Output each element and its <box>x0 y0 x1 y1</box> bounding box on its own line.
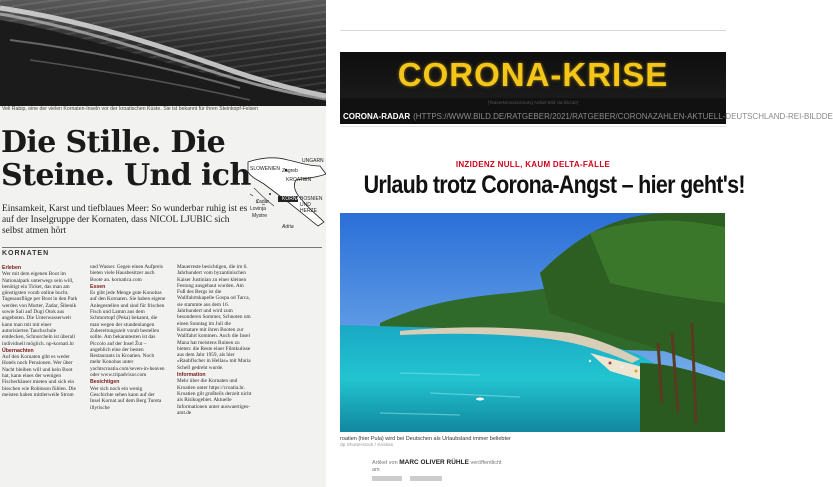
croatia-map <box>240 152 328 234</box>
sea-wake-photo <box>0 0 326 106</box>
column-subheading: Übernachten <box>2 347 34 354</box>
map-label-zadar: Zadar <box>256 199 270 205</box>
map-label-bosnien: BOSNIEN UND HERZE <box>300 196 323 214</box>
top-rule <box>340 30 726 31</box>
publish-date-redacted <box>372 476 472 481</box>
newspaper-scan <box>0 0 326 487</box>
column-text: Mehr über die Kornaten und Kroatien unter https://croatia.hr. Kroatien gilt großteils derzeit nicht als Risikogebiet. Aktuelle Informationen unter auswaertiges-amt.de <box>177 378 252 416</box>
radar-label: CORONA-RADAR <box>343 111 411 121</box>
map-label-losinj: Lovinja <box>250 206 266 212</box>
column-subheading: Besichtigen <box>90 379 120 386</box>
author-prefix: Artikel von <box>372 460 398 466</box>
info-column-2 <box>90 264 166 439</box>
beach-photo <box>340 213 725 432</box>
photo-caption: Veli Rabip, eine der vielen Kornaten-Inseln vor der kroatischen Küste. Sie ist bekannt für ihren Steinkopf-Felsen <box>2 106 259 112</box>
column-text: und Wasser. Gegen einen Aufpreis bieten viele Hausbesitzer auch Boote an. kornatica.com <box>90 264 163 283</box>
corona-banner[interactable] <box>340 52 726 98</box>
map-label-mysto: Mystre <box>252 213 267 219</box>
column-text: Es gibt jede Menge gute Konobas auf den Kornaten. Sie haben eigene Anlegestellen und sind für frischen Fisch und Lamm aus dem Schmortopf (Peka) bekannt, die man wegen der stundenlangen Zubereitungszeit vorab bestellen sollte. Am bekanntesten ist das Piccolo auf der Insel Žut – angeblich eine der besten Restaurants in Kroatien. Noch mehr Konobas unter yachtscroatia.com/seven-in-heaven oder www.tripadvisor.com <box>90 290 166 379</box>
article-title[interactable]: Urlaub trotz Corona-Angst – hier geht's! <box>363 171 745 199</box>
info-column-3 <box>177 264 253 439</box>
publish-am: am <box>372 467 380 473</box>
article-lede: Einsamkeit, Karst und tiefblaues Meer: So wunderbar ruhig ist es auf der Inselgruppe der Kornaten, dass NICOL LJUBIC sich selbst atmen hört <box>2 204 248 236</box>
banner-title: CORONA-KRISE <box>397 56 669 93</box>
article-headline: Die Stille. Die Steine. Und ich <box>1 125 251 193</box>
author-name[interactable]: MARC OLIVER RÜHLE <box>399 459 469 466</box>
column-text: Auf den Kornaten gibt es weder Hotels noch Pensionen. Wer über Nacht bleiben will und kein Boot hat, kann eines der wenigen Fischerhäuser mieten und sich ein bisschen wie Robinson fühlen. Die meisten haben mittlerweile Strom <box>2 354 76 398</box>
map-label-zagreb: Zagreb <box>282 168 298 174</box>
article-kicker: INZIDENZ NULL, KAUM DELTA-FÄLLE <box>455 160 611 169</box>
banner-subtext: (Teaserkennzeichnung Artikel-Bild via bild.de) <box>340 98 726 108</box>
map-label-kornati: KORNATI <box>282 196 304 202</box>
image-caption: roatien (hier Pula) wird bei Deutschen als Urlaubsland immer beliebter <box>340 436 511 442</box>
panel-divider <box>326 0 336 487</box>
map-label-ungarn: UNGARN <box>302 158 324 164</box>
column-text: Mauerreste besichtigen, die im 6. Jahrhundert vom byzantinischen Kaiser Justinian zu einer kleinen Festung ausgebaut wurden. Am Fuß des Bergs ist die Wallfahrtskapelle Gospa od Tarca, sie stammte aus dem 16. Jahrhundert und wird zum besonderen Sommer, Schnoten um einen Sonntag im Juli die Kurnatare mit ihren Booten zur Wallfahrt kommen. Auch die Insel Mana hat meistens Ruinen zu bieten: die Reste einer Filmkulisse aus dem Jahr 1959, als hier »Raubfischer in Hellas« mit Maria Schell gedreht wurde. <box>177 264 251 371</box>
column-subheading: Erleben <box>2 265 22 271</box>
author-line <box>372 459 502 466</box>
radar-url[interactable]: (HTTPS://WWW.BILD.DE/RATGEBER/2021/RATGEBER/CORONAZAHLEN-AKTUELL-DEUTSCHLAND-REI-BILDDE <box>413 111 833 121</box>
info-column-1 <box>2 264 78 439</box>
bild-article <box>336 0 833 487</box>
map-label-slowenien: SLOWENIEN <box>250 166 281 172</box>
column-text: Wer sich noch ein wenig Geschichte sehen kann auf der Insel Kornat auf dem Berg Tureta illyrische <box>90 385 162 411</box>
map-label-adria: Adria <box>282 224 294 230</box>
author-suffix: veröffentlicht <box>470 460 502 466</box>
column-subheading: Information <box>177 372 206 379</box>
column-subheading: Essen <box>90 283 106 290</box>
section-rule <box>2 247 322 248</box>
section-label: KORNATEN <box>2 250 50 257</box>
corona-radar-link[interactable] <box>340 108 833 124</box>
map-label-kroatien: KROATIEN <box>286 177 312 183</box>
image-credit: dp Shutterstock / Kristian <box>340 443 394 448</box>
column-text: Wer mit dem eigenen Boot im Nationalpark unterwegs sein will, benötigt ein Ticket, das man am günstigsten vorab online bucht. Tagesausflüge per Boot in den Park werden von Murter, Zadar, Šibenik sowie Sali auf Dugi Otok aus angeboten. Die Unterwasserwelt kann man mit mit einer autorisierten Tauchschule entdecken, Schnorcheln ist überall individuell möglich. np-kornati.hr <box>2 271 78 347</box>
section-separator <box>340 126 726 127</box>
